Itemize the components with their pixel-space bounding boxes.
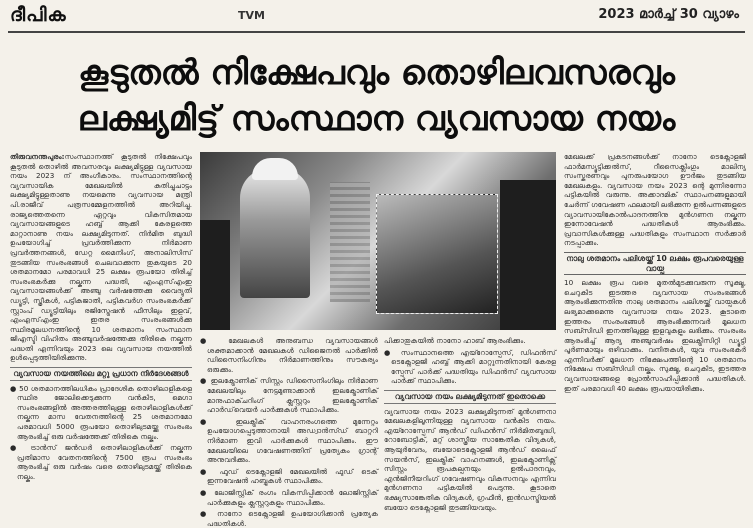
subhead: വ്യവസായ നയത്തിലെ മറ്റു പ്രധാന നിർദേശങ്ങൾ <box>10 367 192 381</box>
photo-background-structure <box>200 220 230 330</box>
body-text: സംസ്ഥാനത്ത് കൂടുതൽ നിക്ഷേപവും കൂടുതൽ തൊഴിൽ അവസരവും ലക്ഷ്യമിട്ടുള്ള വ്യവസായ നയം 2023 ന് അംഗീകാരം. സംസ്ഥാനത്തിന്റെ വ്യവസായിക മേഖലയിൽ കുതിച്ചുചാട്ടം ലക്ഷ്യമിട്ടുള്ളതാണു നയമെന്നു വ്യവസായ മന്ത്രി പി.രാജീവ് പത്രസമ്മേളനത്തിൽ അറിയിച്ചു. രാജ്യത്തെതന്നെ ഏറ്റവും വികസിതമായ വ്യവസായങ്ങളുടെ ഹബ്ബ് ആക്കി കേരളത്തെ മാറ്റാനാണു നയം ലക്ഷ്യമിടുന്നത്. നിർമിത ബുദ്ധി ഉപയോഗിച്ച് പ്രവർത്തിക്കുന്ന നിർമാണ പ്രവർത്തനങ്ങൾ, ഡേറ്റ മൈനിംഗ്, അനാലിസിസ് തുടങ്ങിയ സംരംഭങ്ങൾ ചെലവാക്കുന്ന തുകയുടെ 20 ശതമാനമോ പരമാവധി 25 ലക്ഷം രൂപയോ തിരിച്ച് സംരംഭകർക്കു നല്കുന്ന പദ്ധതി, എംഎസ്എംഇ വ്യവസായങ്ങൾക്ക് അഞ്ചു വർഷത്തേക്കു വൈദ്യുതി ഡ്യൂട്ടി, സ്ത്രീകൾ, പട്ടികജാതി, പട്ടികവർഗ സംരംഭകർക്ക് സ്റ്റാംപ് ഡ്യൂട്ടിയിലും രജിസ്ട്രേഷൻ ഫീസിലും ഇളവ്, എംഎസ്എംഇ ഇതര സംരംഭങ്ങൾക്കു സ്ഥിരമൂലധനത്തിന്റെ 10 ശതമാനം സംസ്ഥാന ജിഎസ്ടി വിഹിതം അഞ്ചുവർഷത്തേക്കു തിരികെ നല്കുന്ന പദ്ധതി എന്നിവയും 2023 ലെ വ്യവസായ നയത്തിൽ ഉൾപ്പെടുത്തിയിരിക്കുന്നു. <box>10 152 192 363</box>
column-4 <box>564 152 746 512</box>
bullet-item: ● ട്രാൻസ് ജൻഡർ തൊഴിലാളികൾക്ക് നല്കുന്ന പ്രതിമാസ വേതനത്തിന്റെ 7500 രൂപ സംരംഭം ആരംഭിച്ച് ഒരു വർഷം വരെ തൊഴിലുടമയ്ക്ക് തിരികെ നല്കും. <box>10 443 192 481</box>
bullet-item: ● 50 ശതമാനത്തിലധികം പ്രാദേശിക തൊഴിലാളികളെ സ്ഥിര ജോലിക്കെടുക്കുന്ന വൻകിട, മെഗാ സംരംഭങ്ങളിൽ അത്തരത്തിലുള്ള തൊഴിലാളികൾക്ക് നല്കുന്ന മാസ വേതനത്തിന്റെ 25 ശതമാനമോ പരമാവധി 5000 രൂപയോ തൊഴിലുടമയ്ക്കു സംരംഭം ആരംഭിച്ച് ഒരു വർഷത്തേക്ക് തിരികെ നല്കും. <box>10 383 193 441</box>
bullet-text: നാനോ ടെക്നോളജി ഉപയോഗിക്കാൻ പ്രത്യേക പദ്ധതികൾ. <box>207 509 378 528</box>
paragraph: 10 ലക്ഷം രൂപ വരെ മുതൽമുടക്കുവരുന്ന സൂക്ഷ്മ, ചെറുകിട ഇടത്തര വ്യവസായ സംരംഭങ്ങൾ ആരംഭിക്കുന്നതിനു നാലു ശതമാനം പലിശയ്ക്ക് വായ്പകൾ ലഭ്യമാക്കുമെന്നു വ്യവസായ നയം 2023. കൂടാതെ ഇത്തരം സംരംഭങ്ങൾ ആരംഭിക്കുന്നവർ മൂലധന സബ്സിഡി ഇനത്തിലുള്ള ഇളവുകളും ലഭിക്കും. സംരംഭം ആരംഭിച്ച് ആദ്യ അഞ്ചുവർഷം ഇലക്ട്രിസിറ്റി ഡ്യൂട്ടി പൂർണമായും ഒഴിവാക്കും. വനിതകൾ, യുവ സംരംഭകർ എന്നിവർക്ക് മൂലധന നിക്ഷേപത്തിന്റെ 10 ശതമാനം നിക്ഷേപ സബ്സിഡി നല്കും. സുക്ഷ്മ, ചെറുകിട, ഇടത്തര വ്യവസായങ്ങളെ പ്രോൽസാഹിപ്പിക്കാൻ പദ്ധതികൾ. ഇത് പരമാവധി 40 ലക്ഷം രൂപയായിരിക്കും. <box>564 278 746 393</box>
bullet-text: 50 ശതമാനത്തിലധികം പ്രാദേശിക തൊഴിലാളികളെ സ്ഥിര ജോലിക്കെടുക്കുന്ന വൻകിട, മെഗാ സംരംഭങ്ങളിൽ അത്തരത്തിലുള്ള തൊഴിലാളികൾക്ക് നല്കുന്ന മാസ വേതനത്തിന്റെ 25 ശതമാനമോ പരമാവധി 5000 രൂപയോ തൊഴിലുടമയ്ക്കു സംരംഭം ആരംഭിച്ച് ഒരു വർഷത്തേക്ക് തിരികെ നല്കും. <box>17 383 193 441</box>
masthead-rule <box>8 31 745 33</box>
bullet-text: സംസ്ഥാനത്തെ എയ്റോസ്പേസ്, ഡിഫൻസ് ടെക്നോളജി ഹബ്ബ് ആക്കി മാറ്റുന്നതിനായി കേരള സ്പേസ് പാർക്ക് പദ്ധതിയും ഡിഫൻസ് വ്യവസായ പാർക്ക് സ്ഥാപിക്കും. <box>391 347 557 386</box>
photo-helmet <box>252 158 298 180</box>
photo-worker-figure <box>240 168 310 298</box>
bullet-text: ട്രാൻസ് ജൻഡർ തൊഴിലാളികൾക്ക് നല്കുന്ന പ്രതിമാസ വേതനത്തിന്റെ 7500 രൂപ സംരംഭം ആരംഭിച്ച് ഒരു വർഷം വരെ തൊഴിലുടമയ്ക്ക് തിരികെ നല്കും. <box>17 443 192 481</box>
bullet-item: ● നാനോ ടെക്നോളജി ഉപയോഗിക്കാൻ പ്രത്യേക പദ്ധതികൾ. <box>200 509 378 528</box>
bullet-text: ലോജിസ്റ്റിക് രംഗം വികസിപ്പിക്കാൻ ലോജിസ്റ്റിക് പാർക്കുകളും ക്ലസ്റ്ററുകളും സ്ഥാപിക്കും. <box>207 487 378 507</box>
bullet-item: ● മേഖലകൾ അനുബന്ധ വ്യവസായങ്ങൾ ശക്തമാക്കാൻ മേഖലകൾ ഡിജൈനൽ പാർക്കിൽ ഡിസൈനിംഗിനും നിർമാണത്തിനും സൗകര്യം ഒരുക്കും. <box>200 336 378 374</box>
paragraph: വ്യവസായ നയം 2023 ലക്ഷ്യമിടുന്നത് മുൻഗണനാ മേഖലകളിലൂന്നിയുള്ള വ്യവസായ വൻകിട നയം. എയ്റോസ്പേസ് ആൻഡ് ഡിഫൻസ് നിർമിതബുദ്ധി, റോബോട്ടിക്, മറ്റ് ശാസ്ത്രീയ സാങ്കേതിക വിദ്യകൾ, ആയുർവേദം, ബയോടെക്നോളജി ആൻഡ് ലൈഫ് സയൻസ്, ഇലക്ട്രിക് വാഹനങ്ങൾ, ഇലക്ട്രോണിക്സ് സിസ്റ്റം രൂപകല്പനയും ഉൽപാദനവും, എൻജിനീയറിംഗ് ഗവേഷണവും വികസനവും എന്നിവ മുൻഗണനാ പട്ടികയിൽ പെടുന്നു. കൂടാതെ ഭക്ഷ്യസാങ്കേതിക വിദ്യകൾ, ഗ്രഫീൻ, ഇൻഡസ്ട്രിയൽ ബയോ ടെക്നോളജി തുടങ്ങിയവയും. <box>384 406 556 512</box>
photo-scaffold <box>330 182 370 302</box>
photo-background-structure <box>500 180 556 330</box>
bullet-text: മേഖലകൾ അനുബന്ധ വ്യവസായങ്ങൾ ശക്തമാക്കാൻ മേഖലകൾ ഡിജൈനൽ പാർക്കിൽ ഡിസൈനിംഗിനും നിർമാണത്തിനും സൗകര്യം ഒരുക്കും. <box>207 336 378 374</box>
headline-line-2: ലക്ഷ്യമിട്ട് സംസ്ഥാന വ്യവസായ നയം <box>77 99 676 139</box>
column-1 <box>10 152 192 512</box>
edition-label: TVM <box>238 9 265 22</box>
masthead <box>0 0 753 30</box>
paragraph <box>10 152 192 363</box>
bullet-text: ഇലക്ട്രിക് വാഹനരംഗത്തെ മുന്നേറ്റം ഉപയോഗപ്പെടുത്താനായി അഡ്വാൻസ്ഡ് ബാറ്ററി നിർമാണ ഇവി പാർക്കുകൾ സ്ഥാപിക്കും. ഈ മേഖലയിലെ ഗവേഷണത്തിന് പ്രത്യേകം ഗ്രാന്റ് അനുവദിക്കും. <box>207 416 379 465</box>
column-2 <box>200 336 379 528</box>
issue-date: 2023 മാർച്ച് 30 വ്യാഴം <box>598 7 739 22</box>
bullet-item: ● ഇലക്ട്രിക് വാഹനരംഗത്തെ മുന്നേറ്റം ഉപയോഗപ്പെടുത്താനായി അഡ്വാൻസ്ഡ് ബാറ്ററി നിർമാണ ഇവി പാർക്കുകൾ സ്ഥാപിക്കും. ഈ മേഖലയിലെ ഗവേഷണത്തിന് പ്രത്യേകം ഗ്രാന്റ് അനുവദിക്കും. <box>200 416 379 465</box>
column-3 <box>384 336 556 512</box>
bullet-item: ● സംസ്ഥാനത്തെ എയ്റോസ്പേസ്, ഡിഫൻസ് ടെക്നോളജി ഹബ്ബ് ആക്കി മാറ്റുന്നതിനായി കേരള സ്പേസ് പാർക്ക് പദ്ധതിയും ഡിഫൻസ് വ്യവസായ പാർക്ക് സ്ഥാപിക്കും. <box>384 347 557 386</box>
bullet-item: ● ഫുഡ് ടെക്നോളജി മേഖലയിൽ ഫുഡ് ടെക് ഇന്നവേഷൻ ഹബ്ബുകൾ സ്ഥാപിക്കും. <box>200 466 378 486</box>
paragraph: പിക്കാതുകയിൽ നാനോ ഹാബ് ആരംഭിക്കും. <box>384 336 526 345</box>
article-photo <box>200 152 556 330</box>
paragraph: മേഖലക്ക് പ്രകടനങ്ങൾക്ക് നാനോ ടെക്നോളജി ഫാർമസ്യൂട്ടിക്കൽസ്, റീസൈക്ലിംഗും മാലിന്യ സംസ്കരണവും പുനരുപയോഗ ഊർജം തുടങ്ങിയ മേഖലകളും. വ്യവസായ നയം 2023 ന്റെ മുന്നിരന്നോ പട്ടികയിൽ വരുന്നു. അക്കാദമിക് സ്ഥാപനങ്ങളുമായി ചേർന്ന് ഗവേഷണ ഫലമായി ലഭിക്കുന്ന ഉൽപന്നങ്ങളുടെ വ്യാവസായികോൽപാദനത്തിനു മുൻഗണന നല്കുന്ന ഇന്നോവേഷൻ പദ്ധതികൾ ആരംഭിക്കും. പ്രവാസികൾക്കുള്ള പദ്ധതികളും സംസ്ഥാന സർക്കാർ നടപ്പാക്കും. <box>564 152 746 248</box>
headline-line-1: കൂടുതൽ നിക്ഷേപവും തൊഴിലവസരവും <box>78 53 675 93</box>
newspaper-logo: ദീപിക <box>10 4 67 26</box>
bullet-text: ഫുഡ് ടെക്നോളജി മേഖലയിൽ ഫുഡ് ടെക് ഇന്നവേഷൻ ഹബ്ബുകൾ സ്ഥാപിക്കും. <box>207 466 378 486</box>
bullet-item: ● ലോജിസ്റ്റിക് രംഗം വികസിപ്പിക്കാൻ ലോജിസ്റ്റിക് പാർക്കുകളും ക്ലസ്റ്ററുകളും സ്ഥാപിക്കും. <box>200 487 378 507</box>
boxed-subhead: നാലു ശതമാനം പലിശയ്ക്ക് 10 ലക്ഷം രൂപവരെയുള്ള വായ്പ <box>564 252 746 275</box>
bullet-item: ● ഇലക്ട്രോണിക് സിസ്റ്റം ഡിസൈനിംഗിലും നിർമാണ മേഖലയിലും നേട്ടമുണ്ടാക്കാൻ ഇലക്ട്രോണിക് മാനുഫാക്ചറിംഗ് ക്ലസ്റ്ററും ഇലക്ട്രോണിക് ഹാർഡ്‌വെയർ പാർക്കുകൾ സ്ഥാപിക്കും. <box>200 376 378 415</box>
subhead: വ്യവസായ നയം ലക്ഷ്യമിടുന്നത് ഇതൊക്കെ <box>384 390 556 404</box>
bullet-text: ഇലക്ട്രോണിക് സിസ്റ്റം ഡിസൈനിംഗിലും നിർമാണ മേഖലയിലും നേട്ടമുണ്ടാക്കാൻ ഇലക്ട്രോണിക് മാനുഫാക്ചറിംഗ് ക്ലസ്റ്ററും ഇലക്ട്രോണിക് ഹാർഡ്‌വെയർ പാർക്കുകൾ സ്ഥാപിക്കും. <box>207 376 378 415</box>
photo-inset <box>376 194 498 314</box>
dateline: തിരുവനന്തപുരം: <box>10 152 65 161</box>
